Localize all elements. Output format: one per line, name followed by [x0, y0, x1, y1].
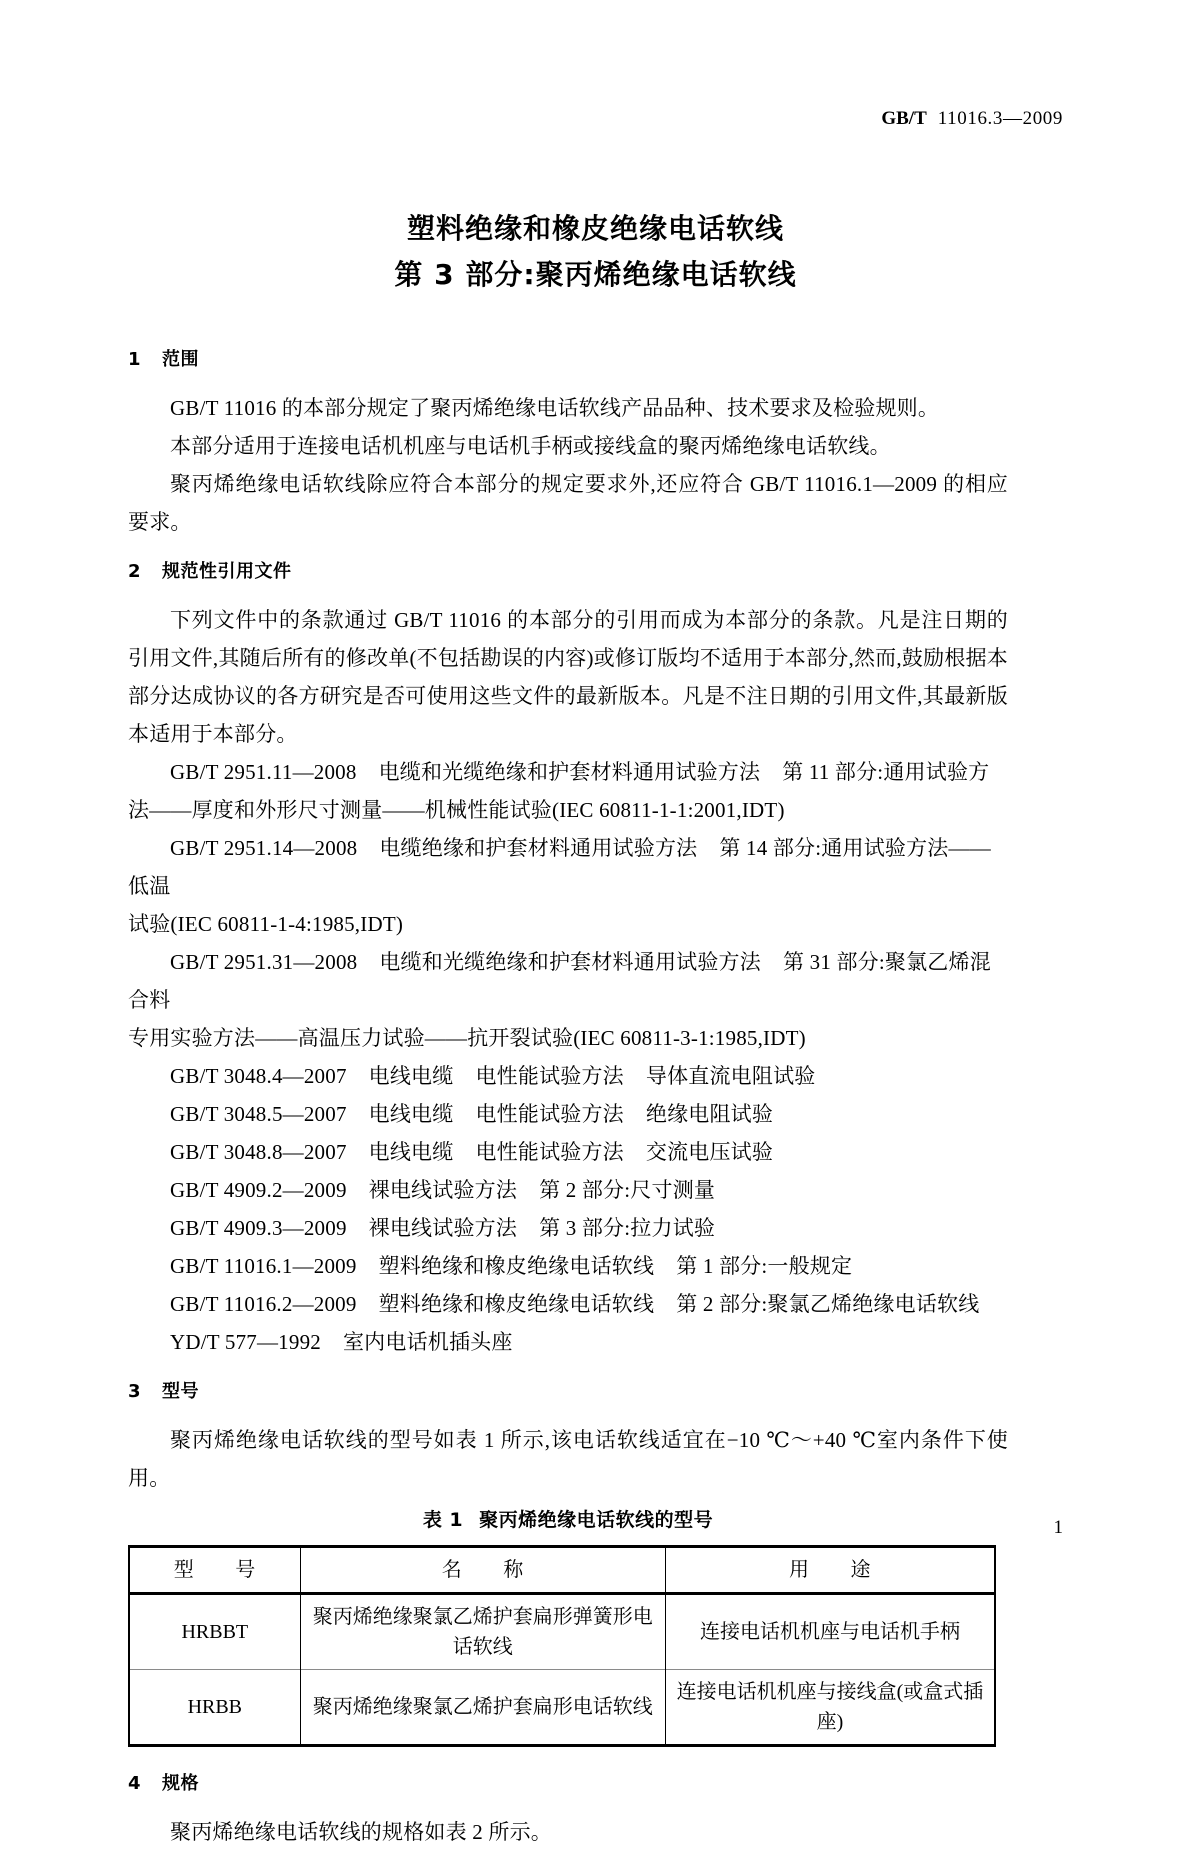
ref-tail2-4: 导体直流电阻试验 [645, 1064, 816, 1088]
table-1-caption [128, 1503, 1008, 1537]
ref-tail2-6: 交流电压试验 [645, 1140, 774, 1164]
ref-tail-2: 第 14 部分:通用试验方法——低温 [128, 836, 991, 898]
ref-text-2: 电缆绝缘和护套材料通用试验方法 [379, 836, 698, 860]
normative-reference-2-cont: 试验(IEC 60811-1-4:1985,IDT) [128, 912, 404, 936]
normative-reference-3-cont: 专用实验方法——高温压力试验——抗开裂试验(IEC 60811-3-1:1985,IDT) [128, 1026, 806, 1050]
cell-name-1: 聚丙烯绝缘聚氯乙烯护套扁形弹簧形电话软线 [300, 1594, 665, 1670]
cell-model-1: HRBBT [129, 1594, 300, 1670]
ref-text-1: 电缆和光缆绝缘和护套材料通用试验方法 [378, 760, 761, 784]
clause-number-4: 4 [128, 1773, 142, 1794]
ref-tail2-5: 绝缘电阻试验 [645, 1102, 774, 1126]
normative-reference-4 [128, 1057, 1008, 1095]
ref-text-6: 电线电缆 [368, 1140, 454, 1164]
ref-code-4: GB/T 3048.4—2007 [170, 1064, 347, 1088]
spec-paragraph: 聚丙烯绝缘电话软线的规格如表 2 所示。 [170, 1820, 552, 1844]
normative-reference-7 [128, 1171, 1008, 1209]
clause-heading-4 [128, 1769, 1008, 1799]
normative-reference-5 [128, 1095, 1008, 1133]
ref-code-1: GB/T 2951.11—2008 [170, 760, 357, 784]
ref-text-9: 塑料绝缘和橡皮绝缘电话软线 [378, 1254, 655, 1278]
ref-text-4: 电线电缆 [368, 1064, 454, 1088]
ref-text-8: 裸电线试验方法 [368, 1216, 518, 1240]
normative-reference-9 [128, 1247, 1008, 1285]
ref-tail-4: 电性能试验方法 [475, 1064, 624, 1088]
table-row [129, 1594, 995, 1670]
ref-tail-3: 第 31 部分:聚氯乙烯混合料 [128, 950, 991, 1012]
ref-code-11: YD/T 577—1992 [170, 1330, 321, 1354]
model-paragraph: 聚丙烯绝缘电话软线的型号如表 1 所示,该电话软线适宜在−10 ℃～+40 ℃室内条件下使用。 [128, 1428, 1008, 1490]
column-header-model: 型 号 [129, 1547, 300, 1594]
ref-text-11: 室内电话机插头座 [342, 1330, 513, 1354]
ref-text-5: 电线电缆 [368, 1102, 454, 1126]
clause-number-1: 1 [128, 349, 142, 370]
normative-reference-11 [128, 1323, 1008, 1361]
title-line-2: 第 3 部分:聚丙烯绝缘电话软线 [394, 258, 797, 291]
running-header [881, 108, 1063, 130]
clause-number-3: 3 [128, 1381, 142, 1402]
column-header-use: 用 途 [665, 1547, 995, 1594]
ref-tail-6: 电性能试验方法 [475, 1140, 624, 1164]
normative-reference-6 [128, 1133, 1008, 1171]
ref-code-7: GB/T 4909.2—2009 [170, 1178, 347, 1202]
ref-tail-9: 第 1 部分:一般规定 [676, 1254, 853, 1278]
ref-tail-10: 第 2 部分:聚氯乙烯绝缘电话软线 [676, 1292, 980, 1316]
ref-code-3: GB/T 2951.31—2008 [170, 950, 358, 974]
clause-label-1: 范围 [162, 349, 199, 370]
ref-code-8: GB/T 4909.3—2009 [170, 1216, 347, 1240]
page-number: 1 [1053, 1517, 1063, 1538]
cell-model-2: HRBB [129, 1670, 300, 1746]
table-row [129, 1670, 995, 1746]
normative-intro-paragraph: 下列文件中的条款通过 GB/T 11016 的本部分的引用而成为本部分的条款。凡是注日期的引用文件,其随后所有的修改单(不包括勘误的内容)或修订版均不适用于本部分,然而,鼓励根据本部分达成协议的各方研究是否可使用这些文件的最新版本。凡是不注日期的引用文件,其最新版本适用于本部分。 [128, 608, 1008, 746]
clause-label-2: 规范性引用文件 [162, 561, 292, 582]
page-title [0, 206, 1191, 298]
clause-label-3: 型号 [162, 1381, 199, 1402]
normative-reference-1-cont: 法——厚度和外形尺寸测量——机械性能试验(IEC 60811-1-1:2001,IDT) [128, 798, 785, 822]
ref-code-9: GB/T 11016.1—2009 [170, 1254, 357, 1278]
cell-use-2: 连接电话机机座与接线盒(或盒式插座) [665, 1670, 995, 1746]
scope-paragraph-1: GB/T 11016 的本部分规定了聚丙烯绝缘电话软线产品品种、技术要求及检验规则。 [170, 396, 940, 420]
ref-code-5: GB/T 3048.5—2007 [170, 1102, 347, 1126]
normative-reference-10 [128, 1285, 1008, 1323]
ref-text-7: 裸电线试验方法 [368, 1178, 518, 1202]
column-header-name: 名 称 [300, 1547, 665, 1594]
table-1-header [129, 1547, 995, 1594]
table-1-model-types [128, 1545, 996, 1747]
clause-number-2: 2 [128, 561, 142, 582]
normative-reference-3 [128, 943, 1008, 1019]
cell-name-2: 聚丙烯绝缘聚氯乙烯护套扁形电话软线 [300, 1670, 665, 1746]
clause-heading-2 [128, 557, 1008, 587]
table-1-caption-text: 聚丙烯绝缘电话软线的型号 [479, 1509, 714, 1531]
scope-paragraph-3: 聚丙烯绝缘电话软线除应符合本部分的规定要求外,还应符合 GB/T 11016.1—2009 的相应要求。 [128, 472, 1008, 534]
ref-code-10: GB/T 11016.2—2009 [170, 1292, 357, 1316]
scope-paragraph-2: 本部分适用于连接电话机机座与电话机手柄或接线盒的聚丙烯绝缘电话软线。 [170, 434, 891, 458]
document-body [128, 345, 1008, 1851]
clause-heading-3 [128, 1377, 1008, 1407]
ref-tail-5: 电性能试验方法 [475, 1102, 624, 1126]
ref-tail-7: 第 2 部分:尺寸测量 [539, 1178, 716, 1202]
ref-tail-1: 第 11 部分:通用试验方 [782, 760, 990, 784]
ref-code-2: GB/T 2951.14—2008 [170, 836, 358, 860]
ref-tail-8: 第 3 部分:拉力试验 [539, 1216, 716, 1240]
table-1-body [129, 1594, 995, 1746]
ref-text-10: 塑料绝缘和橡皮绝缘电话软线 [378, 1292, 655, 1316]
clause-label-4: 规格 [162, 1773, 199, 1794]
cell-use-1: 连接电话机机座与电话机手柄 [665, 1594, 995, 1670]
table-header-row [129, 1547, 995, 1594]
standard-number: 11016.3—2009 [937, 108, 1063, 129]
title-line-1: 塑料绝缘和橡皮绝缘电话软线 [406, 212, 784, 245]
normative-reference-1 [128, 753, 1008, 791]
standard-prefix: GB/T [881, 108, 927, 129]
ref-code-6: GB/T 3048.8—2007 [170, 1140, 347, 1164]
table-1-caption-number: 表 1 [422, 1509, 464, 1531]
clause-heading-1 [128, 345, 1008, 375]
ref-text-3: 电缆和光缆绝缘和护套材料通用试验方法 [379, 950, 761, 974]
normative-reference-2 [128, 829, 1008, 905]
normative-reference-8 [128, 1209, 1008, 1247]
